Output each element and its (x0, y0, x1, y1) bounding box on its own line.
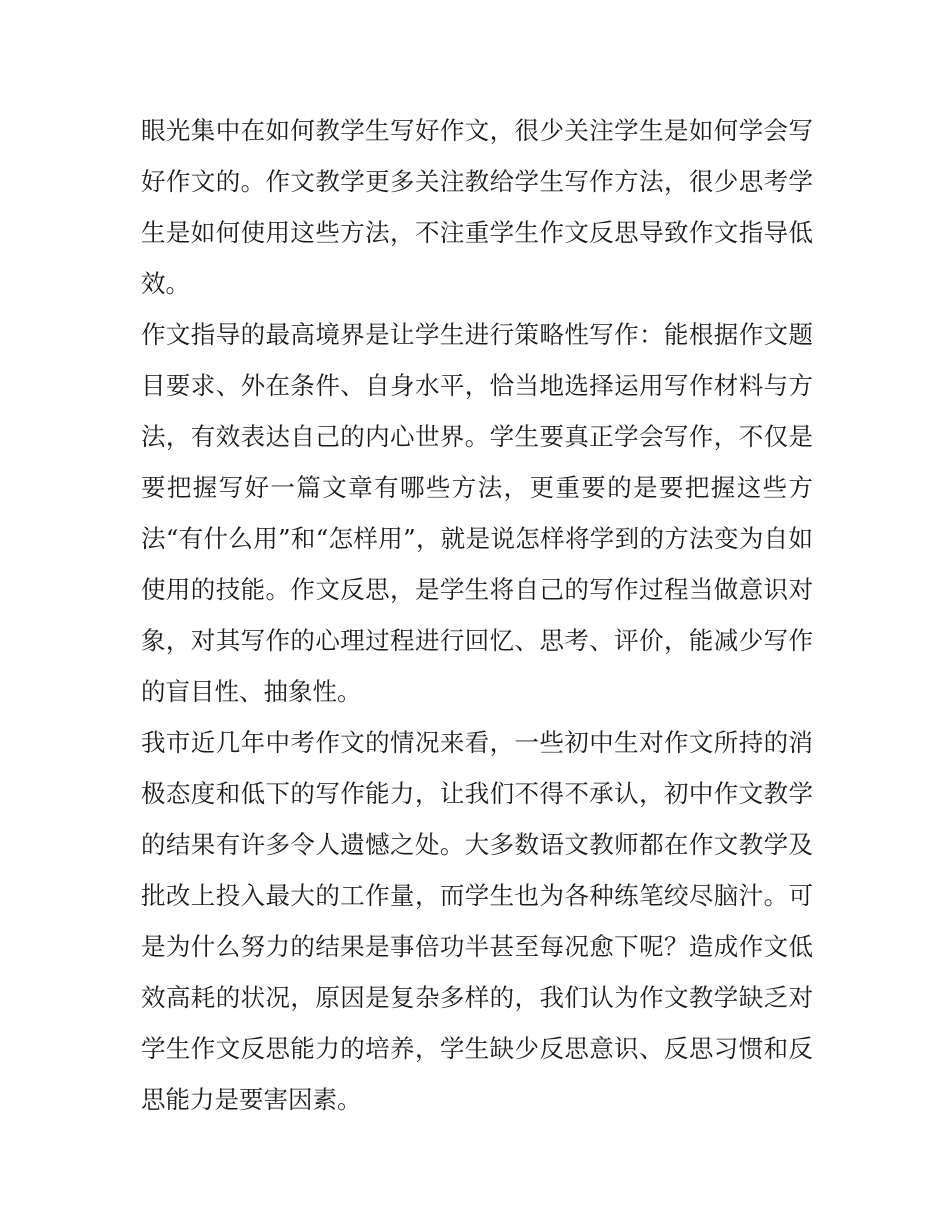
paragraph-3: 我市近几年中考作文的情况来看，一些初中生对作文所持的消极态度和低下的写作能力，让我们不得不承认，初中作文教学的结果有许多令人遗憾之处。大多数语文教师都在作文教学及批改上投入最大的工作量，而学生也为各种练笔绞尽脑汁。可是为什么努力的结果是事倍功半甚至每况愈下呢？造成作文低效高耗的状况，原因是复杂多样的，我们认为作文教学缺乏对学生作文反思能力的培养，学生缺少反思意识、反思习惯和反思能力是要害因素。 (141, 728, 813, 1114)
paragraph-2: 作文指导的最高境界是让学生进行策略性写作：能根据作文题目要求、外在条件、自身水平，恰当地选择运用写作材料与方法，有效表达自己的内心世界。学生要真正学会写作，不仅是要把握写好一篇文章有哪些方法，更重要的是要把握这些方法“有什么用”和“怎样用”，就是说怎样将学到的方法变为自如使用的技能。作文反思，是学生将自己的写作过程当做意识对象，对其写作的心理过程进行回忆、思考、评价，能减少写作的盲目性、抽象性。 (141, 320, 813, 706)
document-body (141, 105, 813, 1125)
paragraph-1: 眼光集中在如何教学生写好作文，很少关注学生是如何学会写好作文的。作文教学更多关注教给学生写作方法，很少思考学生是如何使用这些方法，不注重学生作文反思导致作文指导低效。 (141, 116, 813, 298)
